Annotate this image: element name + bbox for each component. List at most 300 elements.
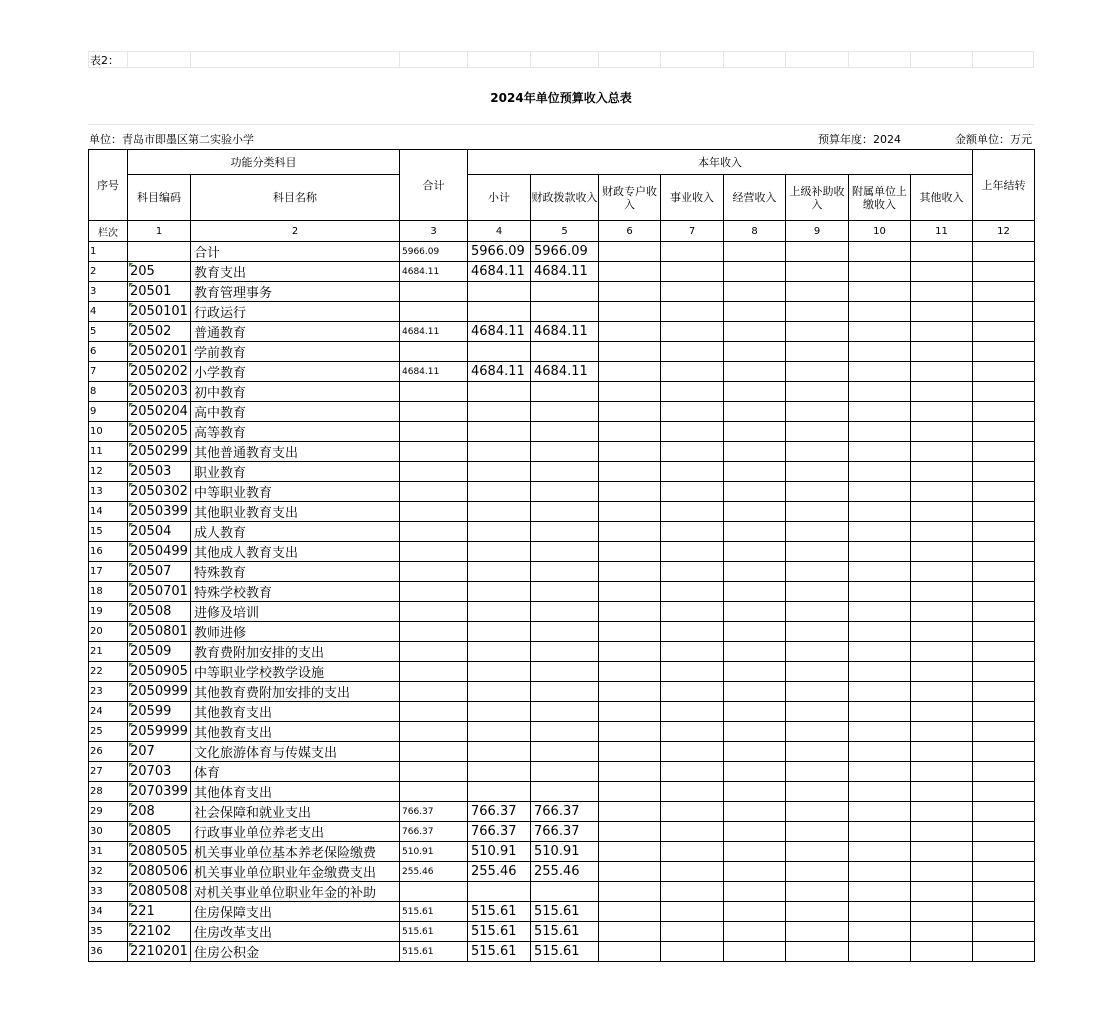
empty-cell [973,442,1035,462]
cell-marker-icon [129,323,133,327]
empty-cell [973,582,1035,602]
seq-cell-text: 21 [90,646,103,657]
total-cell [400,562,468,582]
table-row [89,282,1035,302]
subtotal-cell [468,822,531,842]
empty-cell [911,442,973,462]
empty-cell [724,822,786,842]
name-cell [191,442,400,462]
empty-cell [724,322,786,342]
header-business-income: 事业收入 [661,175,724,221]
code-cell-text: 208 [130,804,155,819]
seq-cell-text: 11 [90,446,103,457]
cell-marker-icon [129,583,133,587]
seq-cell-text: 20 [90,626,103,637]
column-index: 11 [911,221,973,242]
empty-cell [849,282,911,302]
empty-cell [911,242,973,262]
table-row [89,402,1035,422]
empty-cell [849,842,911,862]
empty-cell [849,942,911,962]
empty-cell [911,542,973,562]
empty-cell [599,382,661,402]
fiscal-allocation-cell [531,882,599,902]
seq-cell-text: 14 [90,506,103,517]
empty-cell [911,642,973,662]
empty-cell [724,622,786,642]
cell-marker-icon [129,843,133,847]
code-cell [128,742,191,762]
name-cell [191,302,400,322]
seq-cell [89,322,128,342]
empty-cell [786,922,849,942]
empty-cell [786,902,849,922]
fiscal-allocation-cell [531,802,599,822]
seq-cell-text: 28 [90,786,103,797]
table-row [89,902,1035,922]
seq-cell-text: 27 [90,766,103,777]
subtotal-cell-text: 515.61 [471,944,517,959]
empty-cell [724,482,786,502]
total-cell [400,742,468,762]
table-row [89,922,1035,942]
total-cell-text: 766.37 [402,806,434,817]
name-cell-text: 特殊教育 [194,566,247,581]
code-cell-text: 20703 [130,764,172,779]
empty-cell [786,462,849,482]
table-row [89,502,1035,522]
table-row [89,362,1035,382]
seq-cell [89,762,128,782]
empty-cell [661,322,724,342]
empty-cell [973,602,1035,622]
fiscal-allocation-cell-text: 5966.09 [534,244,588,259]
table-row [89,422,1035,442]
fiscal-allocation-cell [531,502,599,522]
total-cell-text: 515.61 [402,906,434,917]
empty-cell [724,922,786,942]
empty-cell [849,562,911,582]
empty-cell [724,522,786,542]
name-cell-text: 中等职业教育 [194,486,273,501]
empty-cell [724,862,786,882]
code-cell [128,382,191,402]
code-cell [128,722,191,742]
cell-marker-icon [129,903,133,907]
fiscal-allocation-cell-text: 515.61 [534,944,580,959]
table-row [89,562,1035,582]
seq-cell-text: 3 [90,286,97,297]
empty-cell [786,322,849,342]
cell-marker-icon [129,943,133,947]
fiscal-allocation-cell-text: 515.61 [534,924,580,939]
empty-cell [724,782,786,802]
subtotal-cell [468,702,531,722]
empty-cell [599,902,661,922]
code-cell [128,322,191,342]
header-name: 科目名称 [191,175,400,221]
empty-cell [973,302,1035,322]
subtotal-cell-text: 515.61 [471,904,517,919]
empty-cell [911,282,973,302]
code-cell [128,502,191,522]
cell-marker-icon [129,543,133,547]
header-carryover: 上年结转 [973,150,1035,221]
empty-cell [661,242,724,262]
name-cell-text: 住房改革支出 [194,926,273,941]
fiscal-allocation-cell-text: 515.61 [534,904,580,919]
seq-cell [89,342,128,362]
seq-cell-text: 16 [90,546,103,557]
total-cell-text: 4684.11 [402,366,440,377]
subtotal-cell [468,662,531,682]
total-cell [400,842,468,862]
name-cell [191,802,400,822]
subtotal-cell [468,502,531,522]
code-cell-text: 2050399 [130,504,188,519]
cell-marker-icon [129,563,133,567]
total-cell [400,522,468,542]
empty-cell [724,462,786,482]
table-row [89,702,1035,722]
empty-cell [786,382,849,402]
name-cell [191,342,400,362]
empty-cell [849,302,911,322]
name-cell-text: 普通教育 [194,326,247,341]
cell-marker-icon [129,363,133,367]
column-index: 1 [128,221,191,242]
cell-marker-icon [129,343,133,347]
name-cell [191,822,400,842]
subtotal-cell-text: 5966.09 [471,244,525,259]
cell-marker-icon [129,303,133,307]
name-cell [191,482,400,502]
subtotal-cell-text: 515.61 [471,924,517,939]
empty-cell [724,802,786,822]
empty-cell [599,722,661,742]
total-cell [400,382,468,402]
total-cell [400,482,468,502]
total-cell [400,422,468,442]
subtotal-cell [468,802,531,822]
code-cell [128,842,191,862]
table-row [89,642,1035,662]
empty-cell [599,582,661,602]
table-row [89,602,1035,622]
empty-cell [911,582,973,602]
name-cell [191,862,400,882]
empty-cell [599,402,661,422]
empty-cell [661,862,724,882]
empty-cell [911,742,973,762]
seq-cell [89,902,128,922]
fiscal-allocation-cell [531,822,599,842]
fiscal-allocation-cell [531,562,599,582]
empty-cell [786,782,849,802]
empty-cell [786,882,849,902]
code-cell-text: 2080505 [130,844,188,859]
empty-cell [911,862,973,882]
cell-marker-icon [129,663,133,667]
table-row [89,742,1035,762]
code-cell [128,942,191,962]
empty-cell [973,862,1035,882]
code-cell [128,522,191,542]
empty-cell [973,942,1035,962]
empty-cell [724,262,786,282]
seq-cell-text: 19 [90,606,103,617]
code-cell-text: 2050299 [130,444,188,459]
seq-cell [89,882,128,902]
name-cell [191,502,400,522]
code-cell-text: 205 [130,264,155,279]
empty-cell [786,682,849,702]
empty-cell [849,362,911,382]
name-cell-text: 其他教育支出 [194,706,273,721]
table-body [89,242,1035,962]
name-cell [191,262,400,282]
empty-cell [911,422,973,442]
empty-cell [786,522,849,542]
seq-cell [89,482,128,502]
name-cell-text: 高中教育 [194,406,247,421]
seq-cell [89,582,128,602]
empty-cell [849,482,911,502]
seq-cell [89,662,128,682]
subtotal-cell [468,922,531,942]
empty-cell [724,282,786,302]
table-row [89,342,1035,362]
name-cell [191,922,400,942]
subtotal-cell [468,542,531,562]
code-cell [128,302,191,322]
seq-cell [89,862,128,882]
fiscal-allocation-cell [531,542,599,562]
subtotal-cell [468,722,531,742]
table-caption: 表2： [90,54,119,67]
empty-cell [911,842,973,862]
fiscal-allocation-cell [531,262,599,282]
empty-cell [724,422,786,442]
empty-cell [724,302,786,322]
code-cell [128,242,191,262]
name-cell-text: 教育费附加安排的支出 [194,646,325,661]
empty-cell [973,242,1035,262]
empty-cell [786,282,849,302]
seq-cell [89,562,128,582]
total-cell [400,662,468,682]
fiscal-allocation-cell [531,702,599,722]
total-cell [400,642,468,662]
name-cell-text: 行政运行 [194,306,247,321]
empty-cell [661,302,724,322]
code-cell-text: 207 [130,744,155,759]
empty-cell [724,842,786,862]
empty-cell [973,842,1035,862]
header-subtotal: 小计 [468,175,531,221]
subtotal-cell [468,642,531,662]
empty-cell [911,722,973,742]
empty-cell [724,542,786,562]
seq-cell [89,842,128,862]
fiscal-allocation-cell [531,302,599,322]
fiscal-allocation-cell [531,242,599,262]
empty-cell [599,922,661,942]
total-cell [400,342,468,362]
cell-marker-icon [129,783,133,787]
total-cell [400,302,468,322]
name-cell [191,762,400,782]
empty-cell [849,902,911,922]
name-cell-text: 合计 [194,246,221,261]
empty-cell [661,882,724,902]
empty-cell [911,602,973,622]
seq-cell [89,822,128,842]
code-cell-text: 2050101 [130,304,188,319]
empty-cell [973,482,1035,502]
subtotal-cell [468,602,531,622]
cell-marker-icon [129,283,133,287]
total-cell [400,262,468,282]
empty-cell [724,702,786,722]
code-cell-text: 20504 [130,524,172,539]
name-cell [191,602,400,622]
code-cell-text: 20508 [130,604,172,619]
header-total: 合计 [400,150,468,221]
name-cell-text: 小学教育 [194,366,247,381]
total-cell [400,942,468,962]
seq-cell-text: 25 [90,726,103,737]
header-fiscal-allocation: 财政拨款收入 [531,175,599,221]
subtotal-cell [468,742,531,762]
empty-cell [786,262,849,282]
code-cell [128,662,191,682]
code-cell [128,422,191,442]
empty-cell [911,662,973,682]
table-row [89,682,1035,702]
table-row [89,542,1035,562]
column-index-label: 栏次 [89,221,128,242]
seq-cell-text: 36 [90,946,103,957]
empty-cell [661,382,724,402]
cell-marker-icon [129,643,133,647]
empty-cell [599,322,661,342]
empty-cell [724,242,786,262]
subtotal-cell-text: 4684.11 [471,364,525,379]
cell-marker-icon [129,743,133,747]
empty-cell [786,662,849,682]
empty-cell [661,702,724,722]
table-row [89,462,1035,482]
code-cell [128,762,191,782]
name-cell-text: 初中教育 [194,386,247,401]
empty-cell [599,542,661,562]
subtotal-cell [468,522,531,542]
empty-cell [849,762,911,782]
empty-cell [599,622,661,642]
empty-cell [661,362,724,382]
code-cell-text: 20599 [130,704,172,719]
empty-cell [849,722,911,742]
empty-cell [661,662,724,682]
code-cell-text: 2050203 [130,384,188,399]
empty-cell [786,582,849,602]
name-cell [191,702,400,722]
empty-cell [973,282,1035,302]
seq-cell [89,682,128,702]
subtotal-cell [468,622,531,642]
table-row [89,822,1035,842]
empty-cell [599,822,661,842]
empty-cell [911,622,973,642]
name-cell-text: 行政事业单位养老支出 [194,826,325,841]
code-cell [128,542,191,562]
code-cell-text: 20509 [130,644,172,659]
empty-cell [786,802,849,822]
empty-cell [724,682,786,702]
empty-cell [599,842,661,862]
code-cell-text: 2080508 [130,884,188,899]
fiscal-allocation-cell [531,722,599,742]
name-cell [191,422,400,442]
empty-cell [661,902,724,922]
table-row [89,762,1035,782]
empty-cell [911,502,973,522]
cell-marker-icon [129,503,133,507]
empty-cell [849,242,911,262]
table-row [89,882,1035,902]
subtotal-cell [468,862,531,882]
table-row [89,722,1035,742]
empty-cell [911,402,973,422]
empty-cell [599,282,661,302]
seq-cell-text: 4 [90,306,97,317]
empty-cell [911,262,973,282]
empty-cell [849,862,911,882]
fiscal-allocation-cell [531,382,599,402]
code-cell [128,262,191,282]
empty-cell [786,402,849,422]
code-cell [128,702,191,722]
fiscal-allocation-cell [531,762,599,782]
empty-cell [849,262,911,282]
column-index: 2 [191,221,400,242]
empty-cell [911,682,973,702]
total-cell [400,782,468,802]
name-cell [191,782,400,802]
sheet-header-area [88,51,1034,149]
name-cell-text: 教育支出 [194,266,247,281]
empty-cell [911,322,973,342]
empty-cell [661,622,724,642]
table-row [89,582,1035,602]
table-row [89,862,1035,882]
empty-cell [786,622,849,642]
empty-cell [661,642,724,662]
fiscal-allocation-cell [531,462,599,482]
code-cell-text: 2050202 [130,364,188,379]
table-row [89,322,1035,342]
empty-cell [724,562,786,582]
total-cell [400,882,468,902]
header-operating-income: 经营收入 [724,175,786,221]
code-cell [128,482,191,502]
empty-cell [786,562,849,582]
empty-cell [661,502,724,522]
subtotal-cell [468,782,531,802]
subtotal-cell-text: 766.37 [471,824,517,839]
cell-marker-icon [129,423,133,427]
